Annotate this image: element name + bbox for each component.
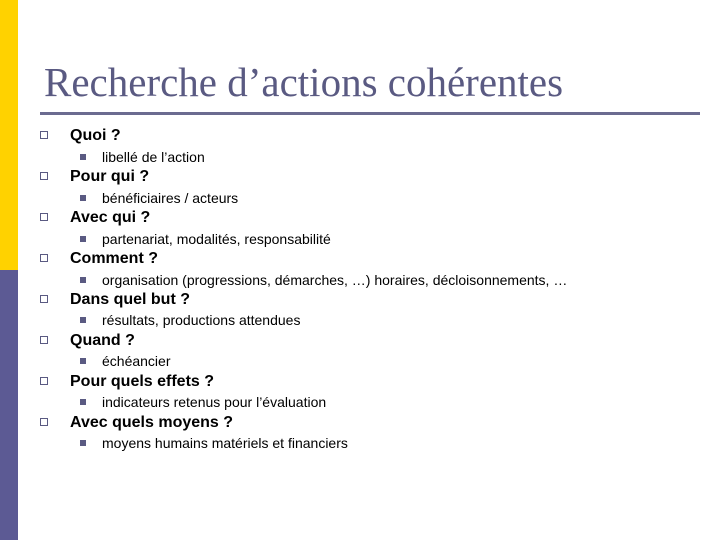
question-label: Avec qui ? <box>70 209 151 226</box>
list-item-pour-quels-effets <box>0 372 720 392</box>
filled-square-bullet-icon <box>80 236 86 242</box>
square-bullet-icon <box>40 418 48 426</box>
sub-item <box>0 147 720 167</box>
answer-label: résultats, productions attendues <box>102 312 301 328</box>
answer-label: indicateurs retenus pour l’évaluation <box>102 394 327 410</box>
list-item-quand <box>0 331 720 351</box>
answer-label: partenariat, modalités, responsabilité <box>102 231 331 247</box>
square-bullet-icon <box>40 254 48 262</box>
list-item-dans-quel-but <box>0 290 720 310</box>
question-label: Pour quels effets ? <box>70 373 215 390</box>
question-label: Dans quel but ? <box>70 291 190 308</box>
filled-square-bullet-icon <box>80 154 86 160</box>
filled-square-bullet-icon <box>80 277 86 283</box>
square-bullet-icon <box>40 131 48 139</box>
answer-label: échéancier <box>102 353 171 369</box>
answer-label: organisation (progressions, démarches, …) horaires, décloisonnements, … <box>102 272 568 288</box>
sub-item <box>0 392 720 412</box>
filled-square-bullet-icon <box>80 317 86 323</box>
square-bullet-icon <box>40 336 48 344</box>
sub-item <box>0 310 720 330</box>
sub-item <box>0 351 720 371</box>
sub-item <box>0 270 720 290</box>
question-label: Quoi ? <box>70 127 121 144</box>
filled-square-bullet-icon <box>80 440 86 446</box>
square-bullet-icon <box>40 213 48 221</box>
question-label: Quand ? <box>70 332 135 349</box>
list-item-comment <box>0 249 720 269</box>
slide-title: Recherche d’actions cohérentes <box>44 59 564 105</box>
filled-square-bullet-icon <box>80 195 86 201</box>
filled-square-bullet-icon <box>80 399 86 405</box>
list-item-avec-quels-moyens <box>0 413 720 433</box>
list-item-quoi <box>0 126 720 146</box>
square-bullet-icon <box>40 377 48 385</box>
question-label: Pour qui ? <box>70 168 150 185</box>
list-item-pour-qui <box>0 167 720 187</box>
answer-label: libellé de l’action <box>102 149 205 165</box>
filled-square-bullet-icon <box>80 358 86 364</box>
sub-item <box>0 433 720 453</box>
question-label: Comment ? <box>70 250 158 267</box>
sub-item <box>0 188 720 208</box>
square-bullet-icon <box>40 295 48 303</box>
square-bullet-icon <box>40 172 48 180</box>
answer-label: bénéficiaires / acteurs <box>102 190 239 206</box>
answer-label: moyens humains matériels et financiers <box>102 435 348 451</box>
sub-item <box>0 229 720 249</box>
list-item-avec-qui <box>0 208 720 228</box>
question-label: Avec quels moyens ? <box>70 414 234 431</box>
